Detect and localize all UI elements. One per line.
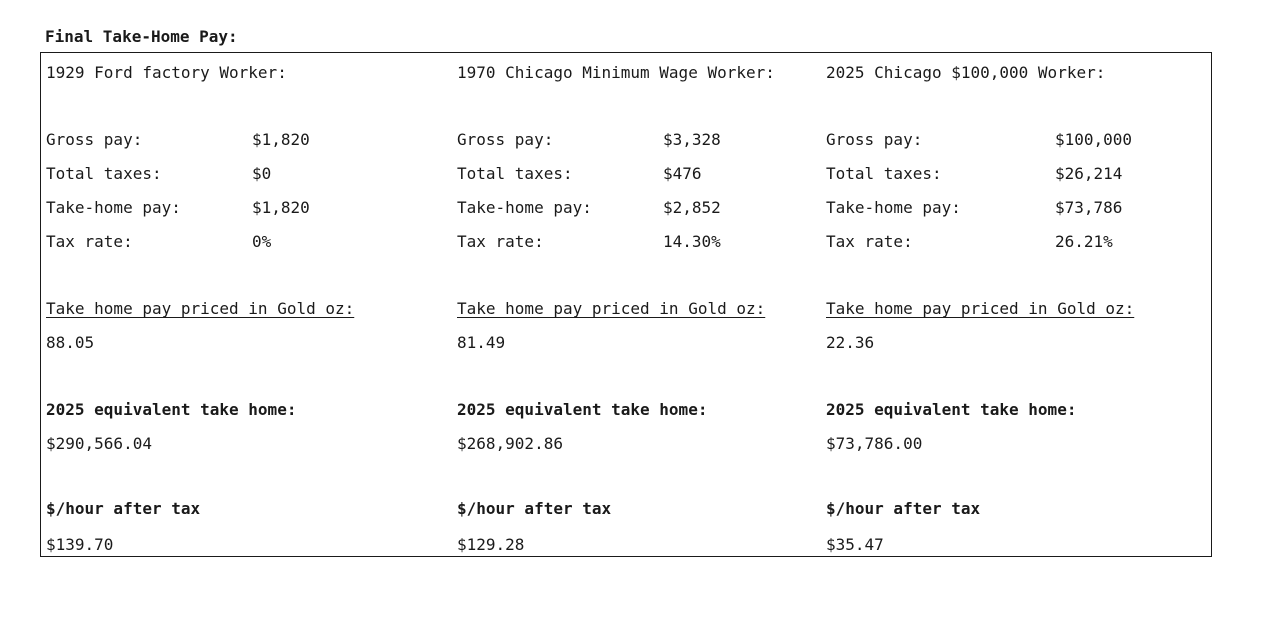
gold-price-label: Take home pay priced in Gold oz: xyxy=(457,299,766,318)
column-header: 1970 Chicago Minimum Wage Worker: xyxy=(457,63,775,82)
pay-comparison-table xyxy=(40,52,1212,557)
equivalent-take-home-label: 2025 equivalent take home: xyxy=(457,400,708,419)
total-taxes-label: Total taxes: xyxy=(457,164,573,183)
gross-pay-value: $1,820 xyxy=(252,130,310,149)
equivalent-take-home-value: $73,786.00 xyxy=(826,434,923,453)
take-home-pay-value: $73,786 xyxy=(1055,198,1123,217)
column-header: 2025 Chicago $100,000 Worker: xyxy=(826,63,1106,82)
hourly-after-tax-label: $/hour after tax xyxy=(46,499,201,518)
gross-pay-label: Gross pay: xyxy=(457,130,554,149)
tax-rate-value: 0% xyxy=(252,232,272,251)
gold-price-value: 81.49 xyxy=(457,333,506,352)
total-taxes-value: $26,214 xyxy=(1055,164,1123,183)
take-home-pay-value: $1,820 xyxy=(252,198,310,217)
column-header: 1929 Ford factory Worker: xyxy=(46,63,287,82)
tax-rate-value: 14.30% xyxy=(663,232,721,251)
take-home-pay-label: Take-home pay: xyxy=(457,198,592,217)
gold-price-value: 88.05 xyxy=(46,333,95,352)
page-title: Final Take-Home Pay: xyxy=(45,27,238,46)
hourly-after-tax-value: $129.28 xyxy=(457,535,525,554)
gross-pay-value: $3,328 xyxy=(663,130,721,149)
equivalent-take-home-label: 2025 equivalent take home: xyxy=(46,400,297,419)
total-taxes-value: $0 xyxy=(252,164,272,183)
equivalent-take-home-value: $290,566.04 xyxy=(46,434,152,453)
total-taxes-label: Total taxes: xyxy=(826,164,942,183)
total-taxes-label: Total taxes: xyxy=(46,164,162,183)
tax-rate-label: Tax rate: xyxy=(457,232,544,251)
take-home-pay-label: Take-home pay: xyxy=(46,198,181,217)
equivalent-take-home-value: $268,902.86 xyxy=(457,434,563,453)
gross-pay-label: Gross pay: xyxy=(46,130,143,149)
hourly-after-tax-value: $139.70 xyxy=(46,535,114,554)
hourly-after-tax-label: $/hour after tax xyxy=(457,499,612,518)
hourly-after-tax-label: $/hour after tax xyxy=(826,499,981,518)
gold-price-label: Take home pay priced in Gold oz: xyxy=(826,299,1135,318)
column-1929-ford-worker xyxy=(46,53,451,556)
tax-rate-value: 26.21% xyxy=(1055,232,1113,251)
column-2025-100k-worker xyxy=(826,53,1206,556)
tax-rate-label: Tax rate: xyxy=(46,232,133,251)
gross-pay-value: $100,000 xyxy=(1055,130,1133,149)
equivalent-take-home-label: 2025 equivalent take home: xyxy=(826,400,1077,419)
column-1970-minimum-wage-worker xyxy=(457,53,822,556)
take-home-pay-value: $2,852 xyxy=(663,198,721,217)
gold-price-label: Take home pay priced in Gold oz: xyxy=(46,299,355,318)
total-taxes-value: $476 xyxy=(663,164,702,183)
hourly-after-tax-value: $35.47 xyxy=(826,535,884,554)
gross-pay-label: Gross pay: xyxy=(826,130,923,149)
tax-rate-label: Tax rate: xyxy=(826,232,913,251)
take-home-pay-label: Take-home pay: xyxy=(826,198,961,217)
gold-price-value: 22.36 xyxy=(826,333,875,352)
